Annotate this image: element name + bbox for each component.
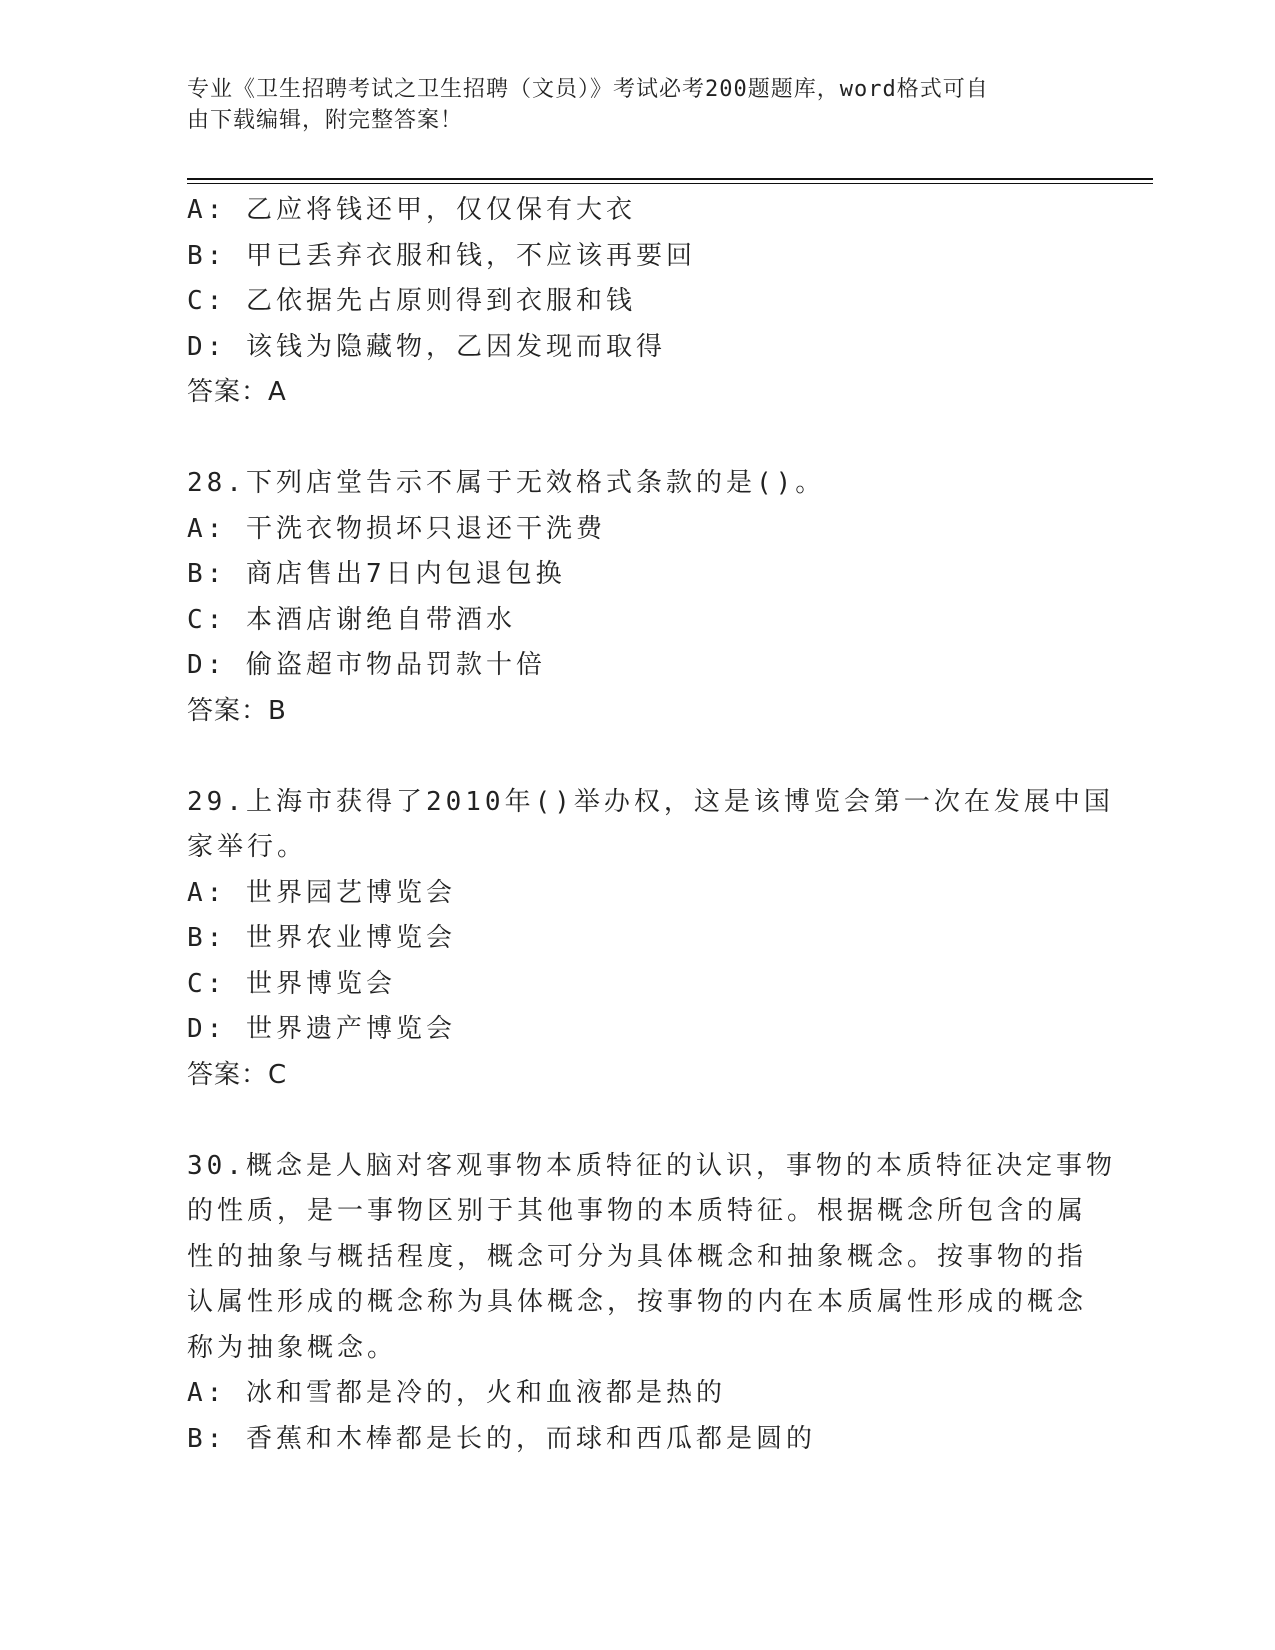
answer-line: 答案：B: [187, 695, 287, 726]
option-c: C: 本酒店谢绝自带酒水: [187, 604, 516, 635]
question-30: [187, 1144, 1116, 1463]
question-stem-line: 认属性形成的概念称为具体概念，按事物的内在本质属性形成的概念: [187, 1287, 1088, 1317]
answer-line: 答案：C: [187, 1059, 288, 1090]
question-stem: 28.下列店堂告示不属于无效格式条款的是()。: [187, 468, 826, 498]
option-b: B: 世界农业博览会: [187, 923, 456, 953]
question-stem-line: 30.概念是人脑对客观事物本质特征的认识，事物的本质特征决定事物: [187, 1150, 1116, 1181]
option-d: D: 世界遗产博览会: [187, 1014, 456, 1044]
option-b: B: 香蕉和木棒都是长的，而球和西瓜都是圆的: [187, 1423, 816, 1454]
question-28: [187, 461, 1087, 734]
question-list: [187, 188, 1116, 1462]
option-a: A: 乙应将钱还甲，仅仅保有大衣: [187, 195, 636, 225]
header-line-2: 由下载编辑，附完整答案！: [187, 108, 464, 133]
question-stem-line: 家举行。: [187, 832, 308, 862]
header-divider-thick: [187, 178, 1153, 180]
option-d: D: 该钱为隐藏物，乙因发现而取得: [187, 331, 666, 362]
question-29: [187, 780, 1114, 1099]
option-d: D: 偷盗超市物品罚款十倍: [187, 650, 546, 680]
answer-line: 答案：A: [187, 377, 287, 407]
question-stem-line: 性的抽象与概括程度，概念可分为具体概念和抽象概念。按事物的指: [187, 1241, 1088, 1272]
spacer: [187, 734, 1087, 780]
spacer: [187, 416, 1087, 462]
header-line-1: 专业《卫生招聘考试之卫生招聘（文员）》考试必考200题题库，word格式可自: [187, 77, 989, 102]
document-header: [187, 74, 1067, 136]
option-a: A: 世界园艺博览会: [187, 877, 456, 908]
question-stem-line: 称为抽象概念。: [187, 1332, 398, 1363]
option-b: B: 甲已丢弃衣服和钱，不应该再要回: [187, 240, 696, 271]
option-a: A: 冰和雪都是冷的，火和血液都是热的: [187, 1378, 726, 1408]
question-27-continued: [187, 188, 1087, 416]
option-c: C: 世界博览会: [187, 968, 396, 999]
option-a: A: 干洗衣物损坏只退还干洗费: [187, 513, 606, 544]
option-b: B: 商店售出7日内包退包换: [187, 559, 566, 589]
question-stem-line: 的性质，是一事物区别于其他事物的本质特征。根据概念所包含的属: [187, 1196, 1088, 1226]
question-stem-line: 29.上海市获得了2010年()举办权，这是该博览会第一次在发展中国: [187, 786, 1114, 817]
spacer: [187, 1098, 1087, 1144]
header-divider-thin: [187, 183, 1153, 184]
option-c: C: 乙依据先占原则得到衣服和钱: [187, 286, 636, 316]
